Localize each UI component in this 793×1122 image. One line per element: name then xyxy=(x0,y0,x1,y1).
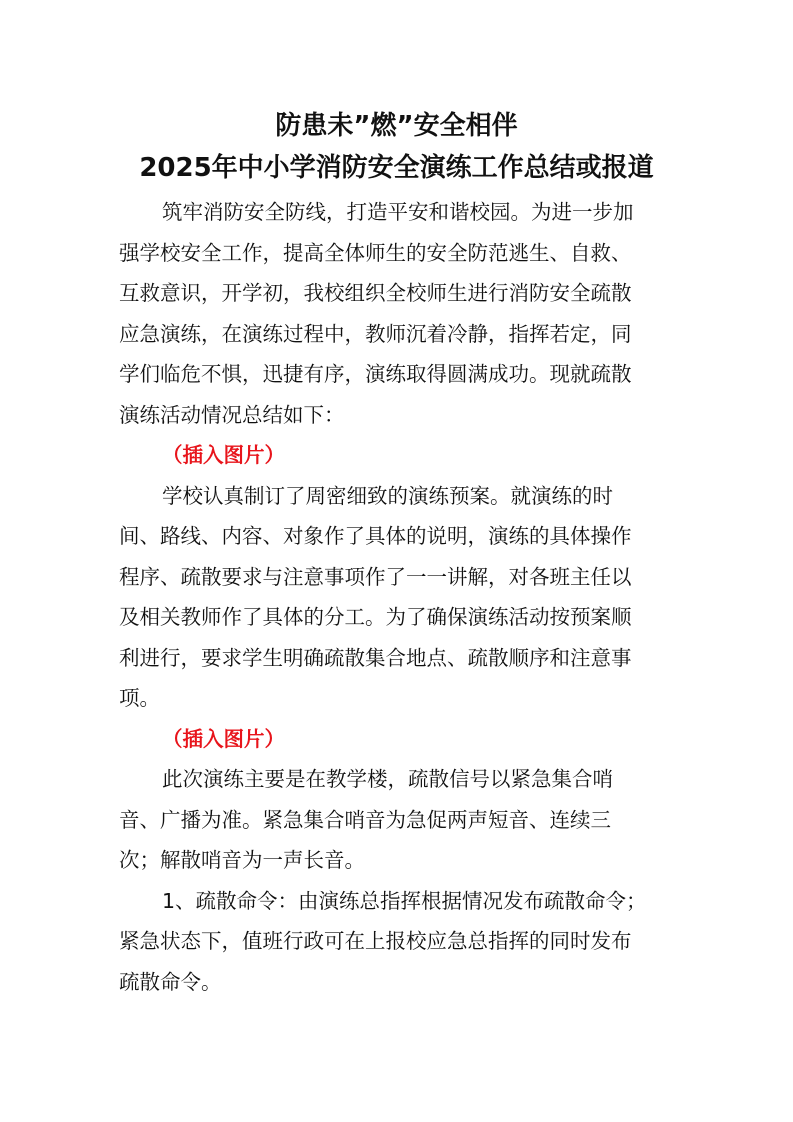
paragraph-line: 及相关教师作了具体的分工。为了确保演练活动按预案顺 xyxy=(119,605,632,629)
paragraph-line: 音、广播为准。紧急集合哨音为急促两声短音、连续三 xyxy=(119,807,611,832)
document-subtitle: 2025年中小学消防安全演练工作总结或报道 xyxy=(139,153,654,183)
paragraph-line: 此次演练主要是在教学楼，疏散信号以紧急集合哨 xyxy=(162,767,613,791)
insert-image-placeholder: （插入图片） xyxy=(162,726,285,751)
paragraph-line: 学校认真制订了周密细致的演练预案。就演练的时 xyxy=(162,483,613,508)
paragraph-line: 利进行，要求学生明确疏散集合地点、疏散顺序和注意事 xyxy=(119,645,632,670)
paragraph-line: 间、路线、内容、对象作了具体的说明，演练的具体操作 xyxy=(119,524,632,548)
paragraph-line: 互救意识，开学初，我校组织全校师生进行消防安全疏散 xyxy=(119,281,632,305)
paragraph-line: 演练活动情况总结如下： xyxy=(119,402,345,427)
paragraph-line: 筑牢消防安全防线，打造平安和谐校园。为进一步加 xyxy=(162,200,634,224)
document-title: 防患未”燃”安全相伴 xyxy=(275,111,518,141)
paragraph-line: 强学校安全工作，提高全体师生的安全防范逃生、自救、 xyxy=(119,240,632,265)
paragraph-line: 紧急状态下，值班行政可在上报校应急总指挥的同时发布 xyxy=(119,929,632,953)
paragraph-line: 次；解散哨音为一声长音。 xyxy=(119,848,365,872)
paragraph-line: 项。 xyxy=(119,686,160,710)
paragraph-line: 学们临危不惧，迅捷有序，演练取得圆满成功。现就疏散 xyxy=(119,362,632,386)
document-body xyxy=(119,192,679,1002)
paragraph-line: 应急演练，在演练过程中，教师沉着冷静，指挥若定，同 xyxy=(119,321,632,346)
paragraph-line: 疏散命令。 xyxy=(119,969,222,994)
paragraph-line: 1、疏散命令：由演练总指挥根据情况发布疏散命令； xyxy=(162,888,647,913)
paragraph-line: 程序、疏散要求与注意事项作了一一讲解，对各班主任以 xyxy=(119,564,632,589)
insert-image-placeholder: （插入图片） xyxy=(162,443,285,467)
